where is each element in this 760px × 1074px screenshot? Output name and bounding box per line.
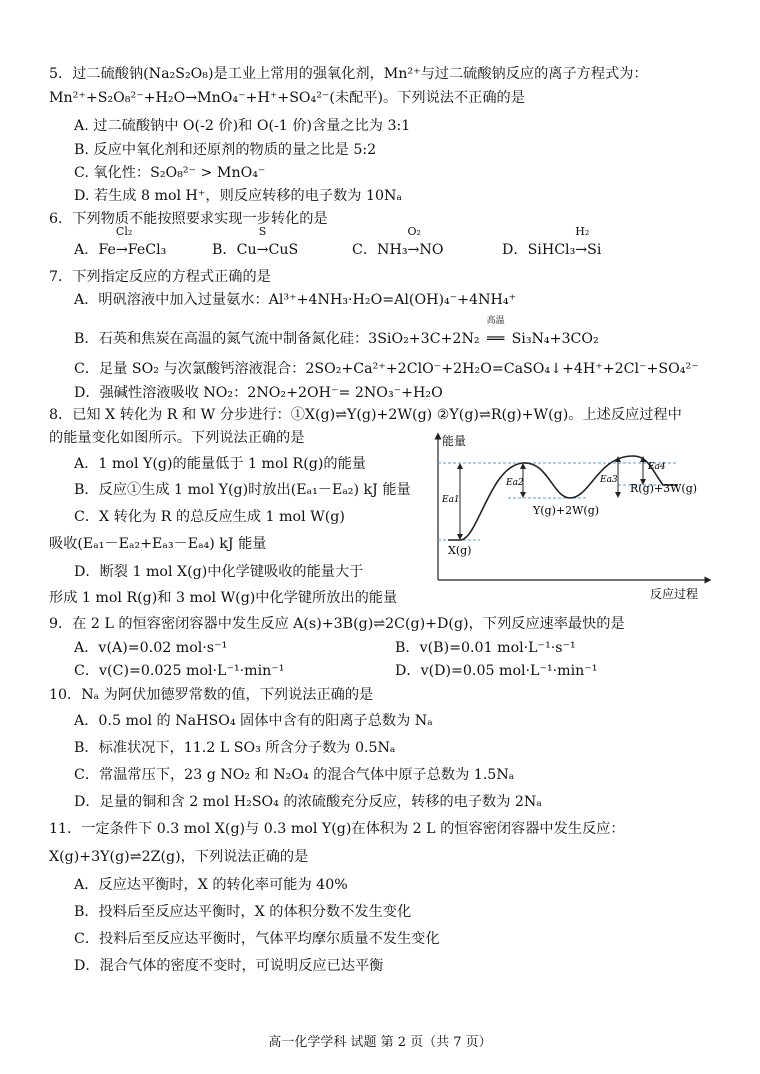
q11-option-a: A．反应达平衡时，X 的转化率可能为 40% [74,877,348,893]
q11-option-b: B．投料后至反应达平衡时，X 的体积分数不发生变化 [74,904,412,920]
q10-option-d: D．足量的铜和含 2 mol H₂SO₄ 的浓硫酸充分反应，转移的电子数为 2Nₐ [74,794,542,810]
q10-stem: 10．Nₐ 为阿伏加德罗常数的值，下列说法正确的是 [49,687,374,703]
q11-option-d: D．混合气体的密度不变时，可说明反应已达平衡 [74,958,384,974]
q6-option-d: D．SiHCl₃ H₂ →Si [502,225,602,258]
q11-option-c: C．投料后至反应达平衡时，气体平均摩尔质量不发生变化 [74,931,440,947]
q10-option-c: C．常温常压下，23 g NO₂ 和 N₂O₄ 的混合气体中原子总数为 1.5Nₐ [74,767,515,783]
q7-option-d: D．强碱性溶液吸收 NO₂：2NO₂+2OH⁻= 2NO₃⁻+H₂O [74,385,443,401]
q7-option-b: B．石英和焦炭在高温的氮气流中制备氮化硅：3SiO₂+3C+2N₂ 高温 ══ Si₃N₄+3CO₂ [74,316,599,347]
q8-option-a: A．1 mol Y(g)的能量低于 1 mol R(g)的能量 [74,456,366,472]
y-axis-label: 能量 [442,434,467,448]
q6-option-c: C．NH₃ O₂ →NO [352,225,444,258]
q9-option-d: D．v(D)=0.05 mol·L⁻¹·min⁻¹ [395,663,598,679]
q8-stem-line2: 的能量变化如图所示。下列说法正确的是 [49,430,305,446]
q11-stem-line1: 11．一定条件下 0.3 mol X(g)与 0.3 mol Y(g)在体积为 2 L 的恒容密闭容器中发生反应： [49,821,625,837]
q7-option-a: A．明矾溶液中加入过量氨水：Al³⁺+4NH₃·H₂O=Al(OH)₄⁻+4NH₄⁺ [74,292,517,308]
q5-option-a: A. 过二硫酸钠中 O(-2 价)和 O(-1 价)含量之比为 3:1 [74,118,411,134]
q8-option-c-line2: 吸收(Eₐ₁－Eₐ₂+Eₐ₃－Eₐ₄) kJ 能量 [49,536,267,552]
q5-option-c: C. 氧化性：S₂O₈²⁻ > MnO₄⁻ [74,165,266,181]
x-species-label: X(g) [448,544,472,557]
q5-stem-line2: Mn²⁺+S₂O₈²⁻+H₂O→MnO₄⁻+H⁺+SO₄²⁻(未配平)。下列说法不正确的是 [49,90,525,106]
q7-stem: 7．下列指定反应的方程式正确的是 [49,269,271,285]
page-footer: 高一化学学科 试题 第 2 页（共 7 页） [268,1035,492,1050]
q5-option-d: D. 若生成 8 mol H⁺，则反应转移的电子数为 10Nₐ [74,188,402,204]
q8-option-d-line1: D．断裂 1 mol X(g)中化学键吸收的能量大于 [74,564,364,580]
q9-option-a: A．v(A)=0.02 mol·s⁻¹ [74,640,228,656]
y-species-label: Y(g)+2W(g) [533,504,600,517]
q9-option-b: B．v(B)=0.01 mol·L⁻¹·s⁻¹ [395,640,576,656]
q7-option-c: C．足量 SO₂ 与次氯酸钙溶液混合：2SO₂+Ca²⁺+2ClO⁻+2H₂O=CaSO₄↓+4H⁺+2Cl⁻+SO₄²⁻ [74,361,699,377]
ea3-label: Ea3 [600,475,618,485]
q8-stem-line1: 8．已知 X 转化为 R 和 W 分步进行：①X(g)⇌Y(g)+2W(g) ②Y(g)⇌R(g)+W(g)。上述反应过程中 [49,407,682,423]
q10-option-b: B．标准状况下，11.2 L SO₃ 所含分子数为 0.5Nₐ [74,740,396,756]
ea2-label: Ea2 [506,478,524,488]
q9-option-c: C．v(C)=0.025 mol·L⁻¹·min⁻¹ [74,663,285,679]
q9-stem: 9．在 2 L 的恒容密闭容器中发生反应 A(s)+3B(g)⇌2C(g)+D(g)，下列反应速率最快的是 [49,616,625,632]
q6-option-b: B．Cu S →CuS [212,225,299,258]
q8-option-c-line1: C．X 转化为 R 的总反应生成 1 mol W(g) [74,509,345,525]
q5-option-b: B. 反应中氧化剂和还原剂的物质的量之比是 5:2 [74,142,377,158]
q6-stem: 6．下列物质不能按照要求实现一步转化的是 [49,211,328,227]
q8-option-b: B．反应①生成 1 mol Y(g)时放出(Eₐ₁－Eₐ₂) kJ 能量 [74,482,411,498]
x-axis-label: 反应过程 [650,587,699,601]
q8-option-d-line2: 形成 1 mol R(g)和 3 mol W(g)中化学键所放出的能量 [49,590,398,606]
q11-stem-line2: X(g)+3Y(g)⇌2Z(g)，下列说法正确的是 [49,849,309,865]
ea1-label: Ea1 [442,495,460,505]
ea4-label: Ea4 [648,462,666,472]
q6-option-a: A．Fe Cl₂ →FeCl₃ [74,225,167,258]
q10-option-a: A．0.5 mol 的 NaHSO₄ 固体中含有的阳离子总数为 Nₐ [74,713,433,729]
q5-stem-line1: 5．过二硫酸钠(Na₂S₂O₈)是工业上常用的强氧化剂，Mn²⁺与过二硫酸钠反应的离子方程式为： [49,66,648,82]
r-species-label: R(g)+3W(g) [630,482,698,495]
energy-diagram [428,430,718,612]
